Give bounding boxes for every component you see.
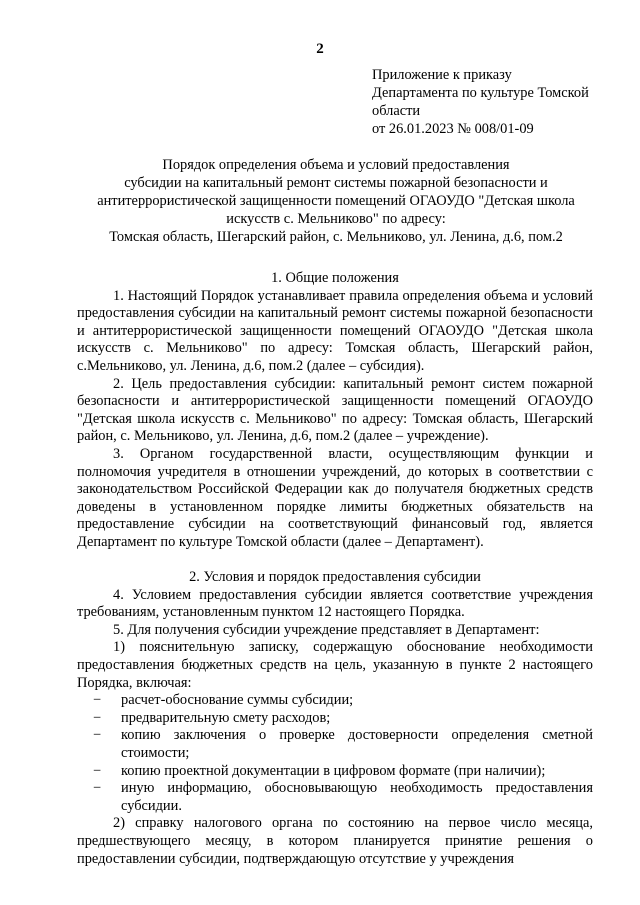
title-line: Порядок определения объема и условий предоставления bbox=[162, 157, 510, 173]
bullet-text: расчет-обоснование суммы субсидии; bbox=[121, 692, 354, 709]
bullet-item bbox=[77, 692, 593, 710]
approval-line: области bbox=[372, 103, 421, 119]
dash-bullet-icon: − bbox=[93, 762, 102, 779]
paragraph-3: 3. Органом государственной власти, осуществляющим функции и полномочия учредителя в отношении учреждений, до которых в соответствии с законодательством Российской Федерации как до получателя бюджетных средств доведены в установленном порядке лимиты бюджетных обязательств на предоставление субсидии на соответствующий финансовый год, является Департамент по культуре Томской области (далее – Департамент). bbox=[77, 445, 593, 550]
paragraph-1: 1. Настоящий Порядок устанавливает правила определения объема и условий предоставления субсидии на капитальный ремонт системы пожарной безопасности и антитеррористической защищенности помещений ОГАОУДО "Детская школа искусств с. Мельниково" по адресу: Томская область, Шегарский район, с.Мельниково, ул. Ленина, д.6, пом.2 (далее – субсидия). bbox=[77, 287, 593, 374]
title-address-line: Томская область, Шегарский район, с. Мельниково, ул. Ленина, д.6, пом.2 bbox=[109, 229, 563, 245]
bullet-text: иную информацию, обосновывающую необходимость предоставления субсидии. bbox=[121, 780, 593, 814]
approval-date-line: от 26.01.2023 № 008/01-09 bbox=[372, 121, 534, 137]
approval-line: Департамента по культуре Томской bbox=[372, 85, 589, 101]
paragraph-2: 2. Цель предоставления субсидии: капитальный ремонт систем пожарной безопасности и антитеррористической защищенности помещений ОГАОУДО "Детская школа искусств с. Мельниково" по адресу: Томская область, Шегарский район, с. Мельниково, ул. Ленина, д.6, пом.2 (далее – учреждение). bbox=[77, 375, 593, 445]
approval-line: Приложение к приказу bbox=[372, 67, 512, 83]
paragraph-5: 5. Для получения субсидии учреждение представляет в Департамент: bbox=[113, 621, 540, 638]
section-heading-conditions: 2. Условия и порядок предоставления субсидии bbox=[189, 569, 481, 586]
bullet-text: предварительную смету расходов; bbox=[121, 709, 331, 726]
dash-bullet-icon: − bbox=[93, 709, 102, 726]
bullet-list bbox=[77, 692, 593, 815]
bullet-item bbox=[77, 727, 593, 762]
paragraph-4: 4. Условием предоставления субсидии является соответствие учреждения требованиям, установленным пунктом 12 настоящего Порядка. bbox=[77, 586, 593, 621]
title-line: субсидии на капитальный ремонт системы пожарной безопасности и bbox=[124, 175, 548, 191]
bullet-text: копию проектной документации в цифровом формате (при наличии); bbox=[121, 762, 546, 779]
bullet-item bbox=[77, 780, 593, 815]
dash-bullet-icon: − bbox=[93, 780, 102, 797]
spacer bbox=[77, 552, 593, 570]
document-title bbox=[66, 156, 606, 246]
title-line: искусств с. Мельниково" по адресу: bbox=[226, 211, 446, 227]
page-number: 2 bbox=[316, 41, 324, 57]
list-item-2: 2) справку налогового органа по состоянию на первое число месяца, предшествующего месяцу, в котором планируется принятие решения о предоставлении субсидии, подтверждающую отсутствие у учреждения bbox=[77, 815, 593, 867]
dash-bullet-icon: − bbox=[93, 692, 102, 709]
list-item-1: 1) пояснительную записку, содержащую обоснование необходимости предоставления бюджетных средств на цель, указанную в пункте 2 настоящего Порядка, включая: bbox=[77, 639, 593, 691]
dash-bullet-icon: − bbox=[93, 727, 102, 744]
title-line: антитеррористической защищенности помещений ОГАОУДО "Детская школа bbox=[97, 193, 575, 209]
approval-block bbox=[372, 66, 604, 138]
bullet-item bbox=[77, 710, 593, 728]
document-body bbox=[77, 270, 593, 868]
bullet-text: копию заключения о проверке достоверности определения сметной стоимости; bbox=[121, 727, 593, 762]
section-heading-general: 1. Общие положения bbox=[271, 270, 399, 286]
bullet-item bbox=[77, 763, 593, 781]
